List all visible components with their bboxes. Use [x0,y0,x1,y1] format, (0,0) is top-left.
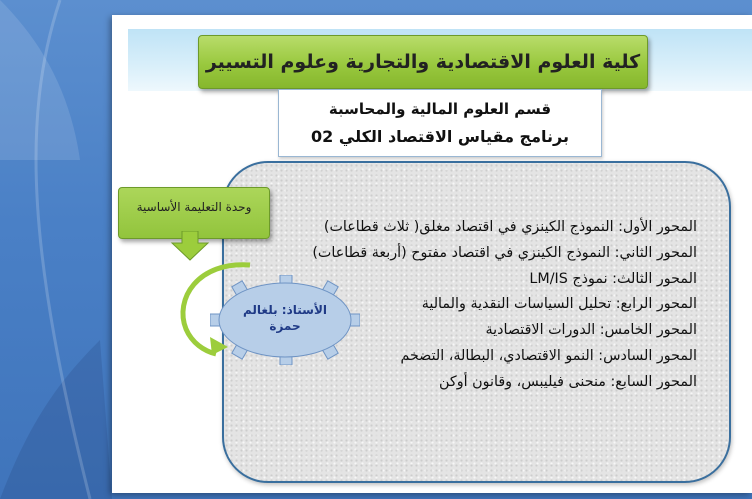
list-item: المحور السادس: النمو الاقتصادي، البطالة، التضخم [400,347,697,364]
department-name: قسم العلوم المالية والمحاسبة [328,100,552,118]
list-item: المحور الأول: النموذج الكينزي في اقتصاد مغلق( ثلاث قطاعات) [323,219,697,235]
list-item: المحور الرابع: تحليل السياسات النقدية والمالية [421,296,697,313]
axes-list [312,215,697,396]
list-item: المحور السابع: منحنى فيليبس، وقانون أوكن [439,373,697,390]
professor-line-1: الأستاذ: بلغالم [243,303,327,317]
list-item: المحور الثالث: نموذج LM/IS [529,270,697,287]
slide [112,15,752,493]
course-program: برنامج مقياس الاقتصاد الكلي 02 [311,127,569,146]
teaching-unit-label: وحدة التعليمة الأساسية [136,200,252,214]
department-box [278,89,602,157]
professor-name [232,295,338,341]
arrow-down-icon [170,231,210,261]
list-item: المحور الخامس: الدورات الاقتصادية [485,322,697,339]
faculty-title: كلية العلوم الاقتصادية والتجارية وعلوم التسيير [205,51,641,73]
list-item: المحور الثاني: النموذج الكينزي في اقتصاد مفتوح (أربعة قطاعات) [312,244,697,261]
professor-line-2: حمزة [269,319,301,333]
faculty-title-box [198,35,648,89]
